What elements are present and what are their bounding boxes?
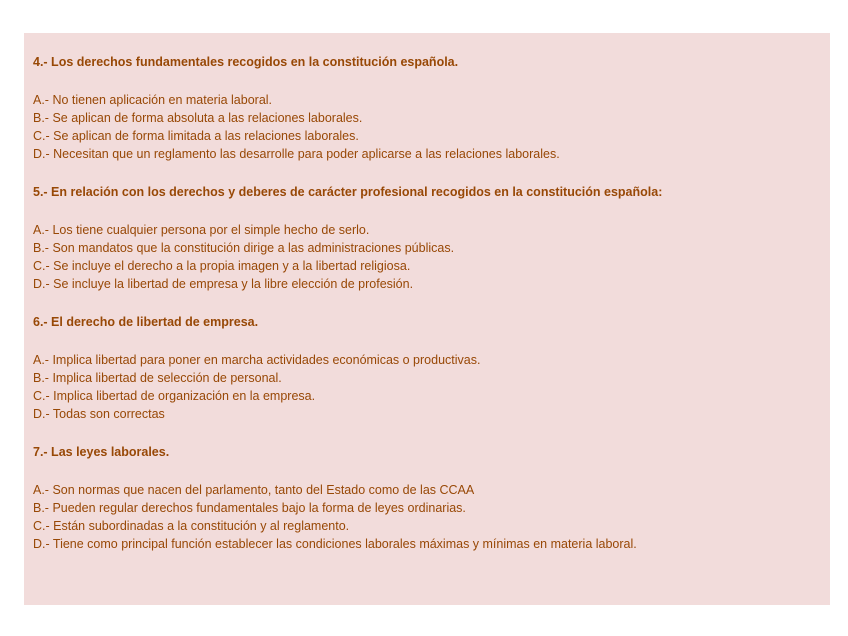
answer-option-d: D.- Todas son correctas bbox=[33, 407, 165, 421]
answer-option-b: B.- Implica libertad de selección de personal. bbox=[33, 371, 282, 385]
quiz-panel bbox=[24, 33, 830, 605]
question-6 bbox=[33, 313, 830, 423]
answer-option-c: C.- Implica libertad de organización en la empresa. bbox=[33, 389, 316, 403]
question-5 bbox=[33, 183, 830, 293]
answer-option-a: A.- Los tiene cualquier persona por el simple hecho de serlo. bbox=[33, 223, 370, 237]
answer-options bbox=[33, 481, 830, 553]
answer-option-b: B.- Pueden regular derechos fundamentales bajo la forma de leyes ordinarias. bbox=[33, 501, 466, 515]
answer-option-d: D.- Se incluye la libertad de empresa y la libre elección de profesión. bbox=[33, 277, 414, 291]
question-title: 4.- Los derechos fundamentales recogidos en la constitución española. bbox=[33, 55, 459, 69]
answer-option-d: D.- Tiene como principal función establecer las condiciones laborales máximas y mínimas en materia laboral. bbox=[33, 537, 637, 551]
question-4 bbox=[33, 53, 830, 163]
answer-option-b: B.- Son mandatos que la constitución dirige a las administraciones públicas. bbox=[33, 241, 455, 255]
question-title: 5.- En relación con los derechos y deberes de carácter profesional recogidos en la constitución española: bbox=[33, 185, 663, 199]
question-title: 6.- El derecho de libertad de empresa. bbox=[33, 315, 259, 329]
answer-option-a: A.- No tienen aplicación en materia laboral. bbox=[33, 93, 273, 107]
answer-option-b: B.- Se aplican de forma absoluta a las relaciones laborales. bbox=[33, 111, 363, 125]
question-title: 7.- Las leyes laborales. bbox=[33, 445, 170, 459]
answer-option-d: D.- Necesitan que un reglamento las desarrolle para poder aplicarse a las relaciones laborales. bbox=[33, 147, 560, 161]
answer-options bbox=[33, 221, 830, 293]
answer-option-c: C.- Se aplican de forma limitada a las relaciones laborales. bbox=[33, 129, 359, 143]
answer-option-a: A.- Implica libertad para poner en marcha actividades económicas o productivas. bbox=[33, 353, 481, 367]
answer-options bbox=[33, 351, 830, 423]
answer-option-a: A.- Son normas que nacen del parlamento, tanto del Estado como de las CCAA bbox=[33, 483, 475, 497]
answer-option-c: C.- Se incluye el derecho a la propia imagen y a la libertad religiosa. bbox=[33, 259, 411, 273]
question-7 bbox=[33, 443, 830, 553]
answer-option-c: C.- Están subordinadas a la constitución y al reglamento. bbox=[33, 519, 350, 533]
answer-options bbox=[33, 91, 830, 163]
